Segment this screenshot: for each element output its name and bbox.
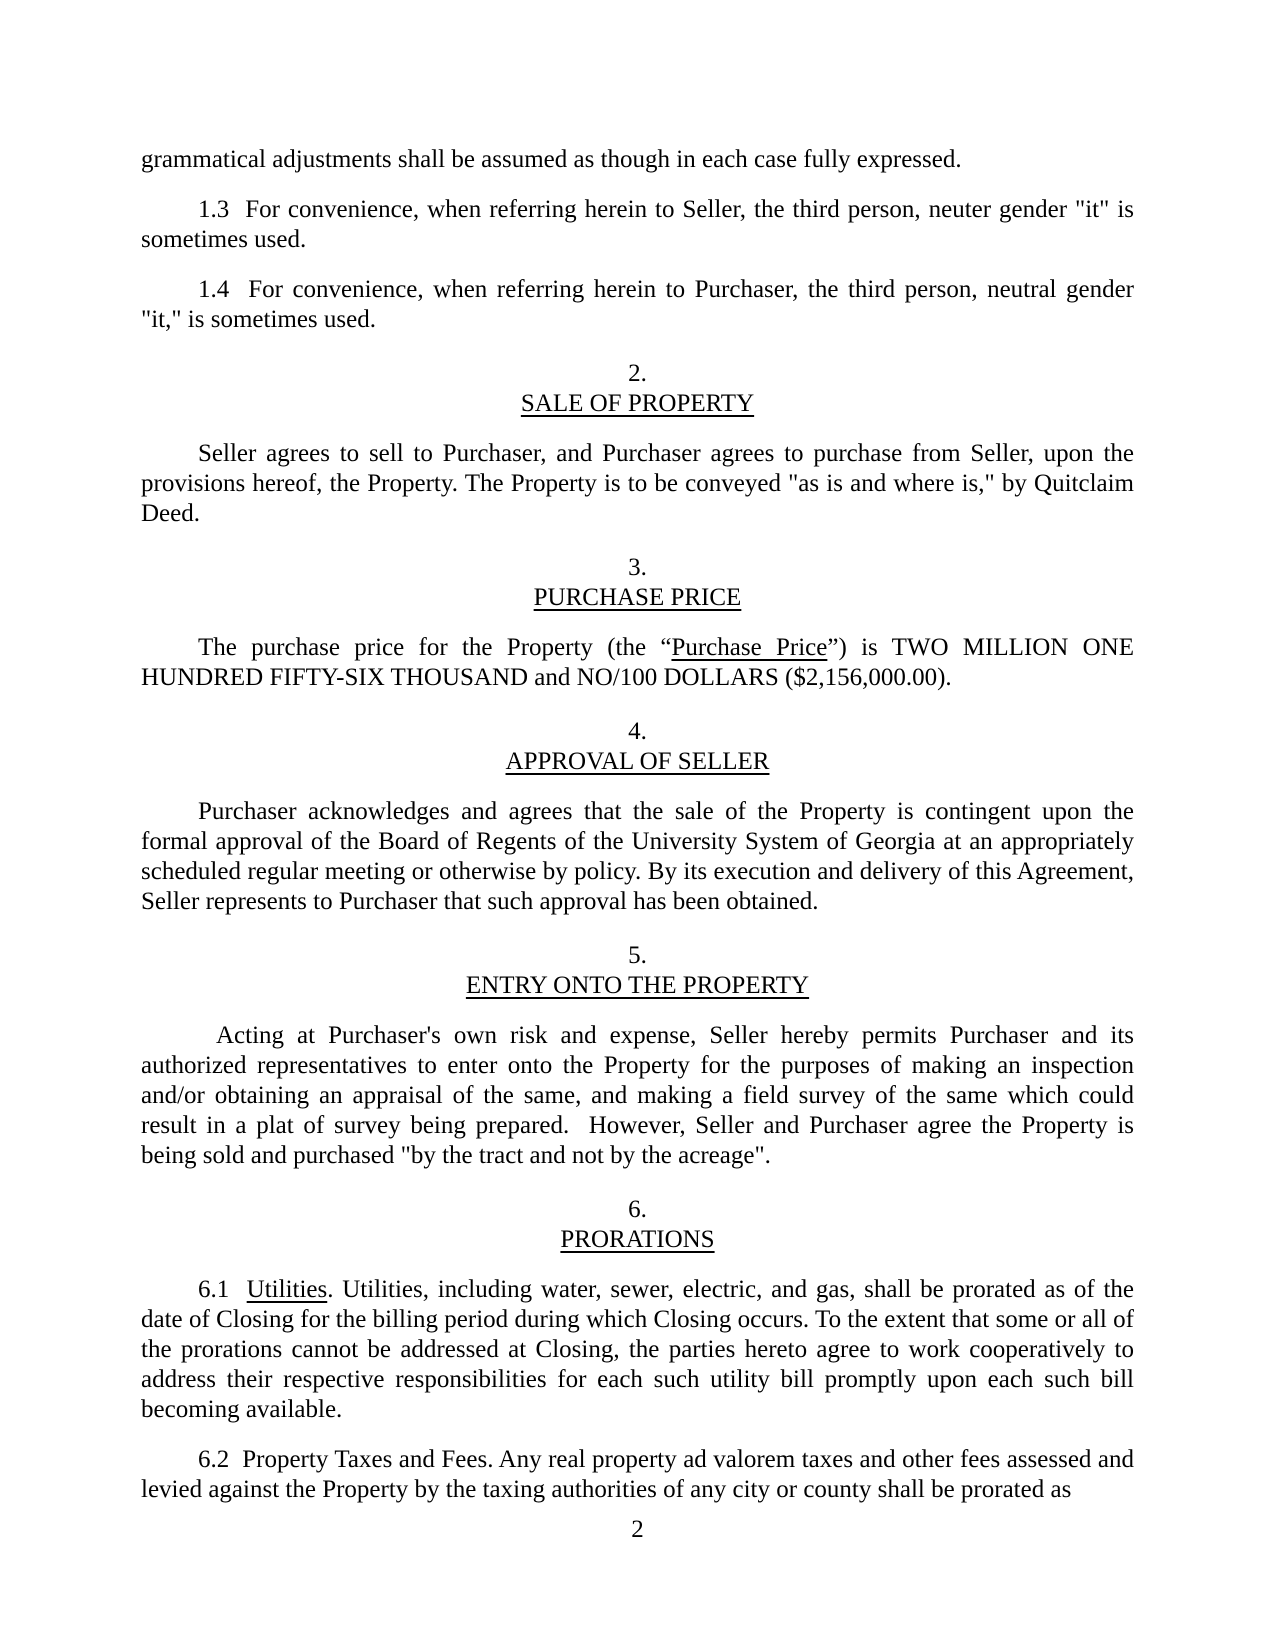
section-6-heading (141, 1195, 1134, 1255)
page-number: 2 (631, 1516, 644, 1543)
section-2-number: 2. (628, 360, 647, 387)
paragraph-continuation: grammatical adjustments shall be assumed as though in each case fully expressed. (141, 146, 962, 173)
section-5-number: 5. (628, 942, 647, 969)
underlined-term: Purchase Price (671, 634, 828, 661)
paragraph-1-3: 1.3 For convenience, when referring herein to Seller, the third person, neuter gender "it" is sometimes used. (141, 196, 1134, 253)
section-6-number: 6. (628, 1196, 647, 1223)
section-6-title: PRORATIONS (560, 1226, 715, 1253)
section-2-heading (141, 359, 1134, 419)
text-run: ”) is TWO MILLION ONE HUNDRED FIFTY-SIX THOUSAND and NO/100 DOLLARS ($2,156,000.00). (141, 634, 1134, 691)
text-run: 6.1 (198, 1276, 247, 1303)
section-4-title: APPROVAL OF SELLER (505, 748, 770, 775)
text-run: The purchase price for the Property (the “ (198, 634, 672, 661)
section-3-title: PURCHASE PRICE (533, 584, 742, 611)
paragraph-6-1 (141, 1275, 1134, 1425)
section-2-title: SALE OF PROPERTY (520, 390, 755, 417)
section-3-number: 3. (628, 554, 647, 581)
section-5-heading (141, 941, 1134, 1001)
section-3-heading (141, 553, 1134, 613)
text-run: . Utilities, including water, sewer, electric, and gas, shall be prorated as of the date of Closing for the billing period during which Closing occurs. To the extent that some or all of the prorations cannot be addressed at Closing, the parties hereto agree to work cooperatively to address their respective responsibilities for each such utility bill promptly upon each such bill becoming available. (141, 1276, 1134, 1423)
paragraph-6-2: 6.2 Property Taxes and Fees. Any real property ad valorem taxes and other fees assessed and levied against the Property by the taxing authorities of any city or county shall be prorated as (141, 1446, 1134, 1503)
section-5-title: ENTRY ONTO THE PROPERTY (465, 972, 810, 999)
underlined-term: Utilities (246, 1276, 328, 1303)
section-3-body (141, 633, 1134, 693)
section-4-heading (141, 717, 1134, 777)
section-2-body: Seller agrees to sell to Purchaser, and Purchaser agrees to purchase from Seller, upon the provisions hereof, the Property. The Property is to be conveyed "as is and where is," by Quitclaim Deed. (141, 440, 1134, 527)
section-4-number: 4. (628, 718, 647, 745)
section-5-body: Acting at Purchaser's own risk and expense, Seller hereby permits Purchaser and its authorized representatives to enter onto the Property for the purposes of making an inspection and/or obtaining an appraisal of the same, and making a field survey of the same which could result in a plat of survey being prepared. However, Seller and Purchaser agree the Property is being sold and purchased "by the tract and not by the acreage". (141, 1022, 1134, 1169)
paragraph-1-4: 1.4 For convenience, when referring herein to Purchaser, the third person, neutral gender "it," is sometimes used. (141, 276, 1134, 333)
section-4-body: Purchaser acknowledges and agrees that the sale of the Property is contingent upon the formal approval of the Board of Regents of the University System of Georgia at an appropriately scheduled regular meeting or otherwise by policy. By its execution and delivery of this Agreement, Seller represents to Purchaser that such approval has been obtained. (141, 798, 1134, 915)
